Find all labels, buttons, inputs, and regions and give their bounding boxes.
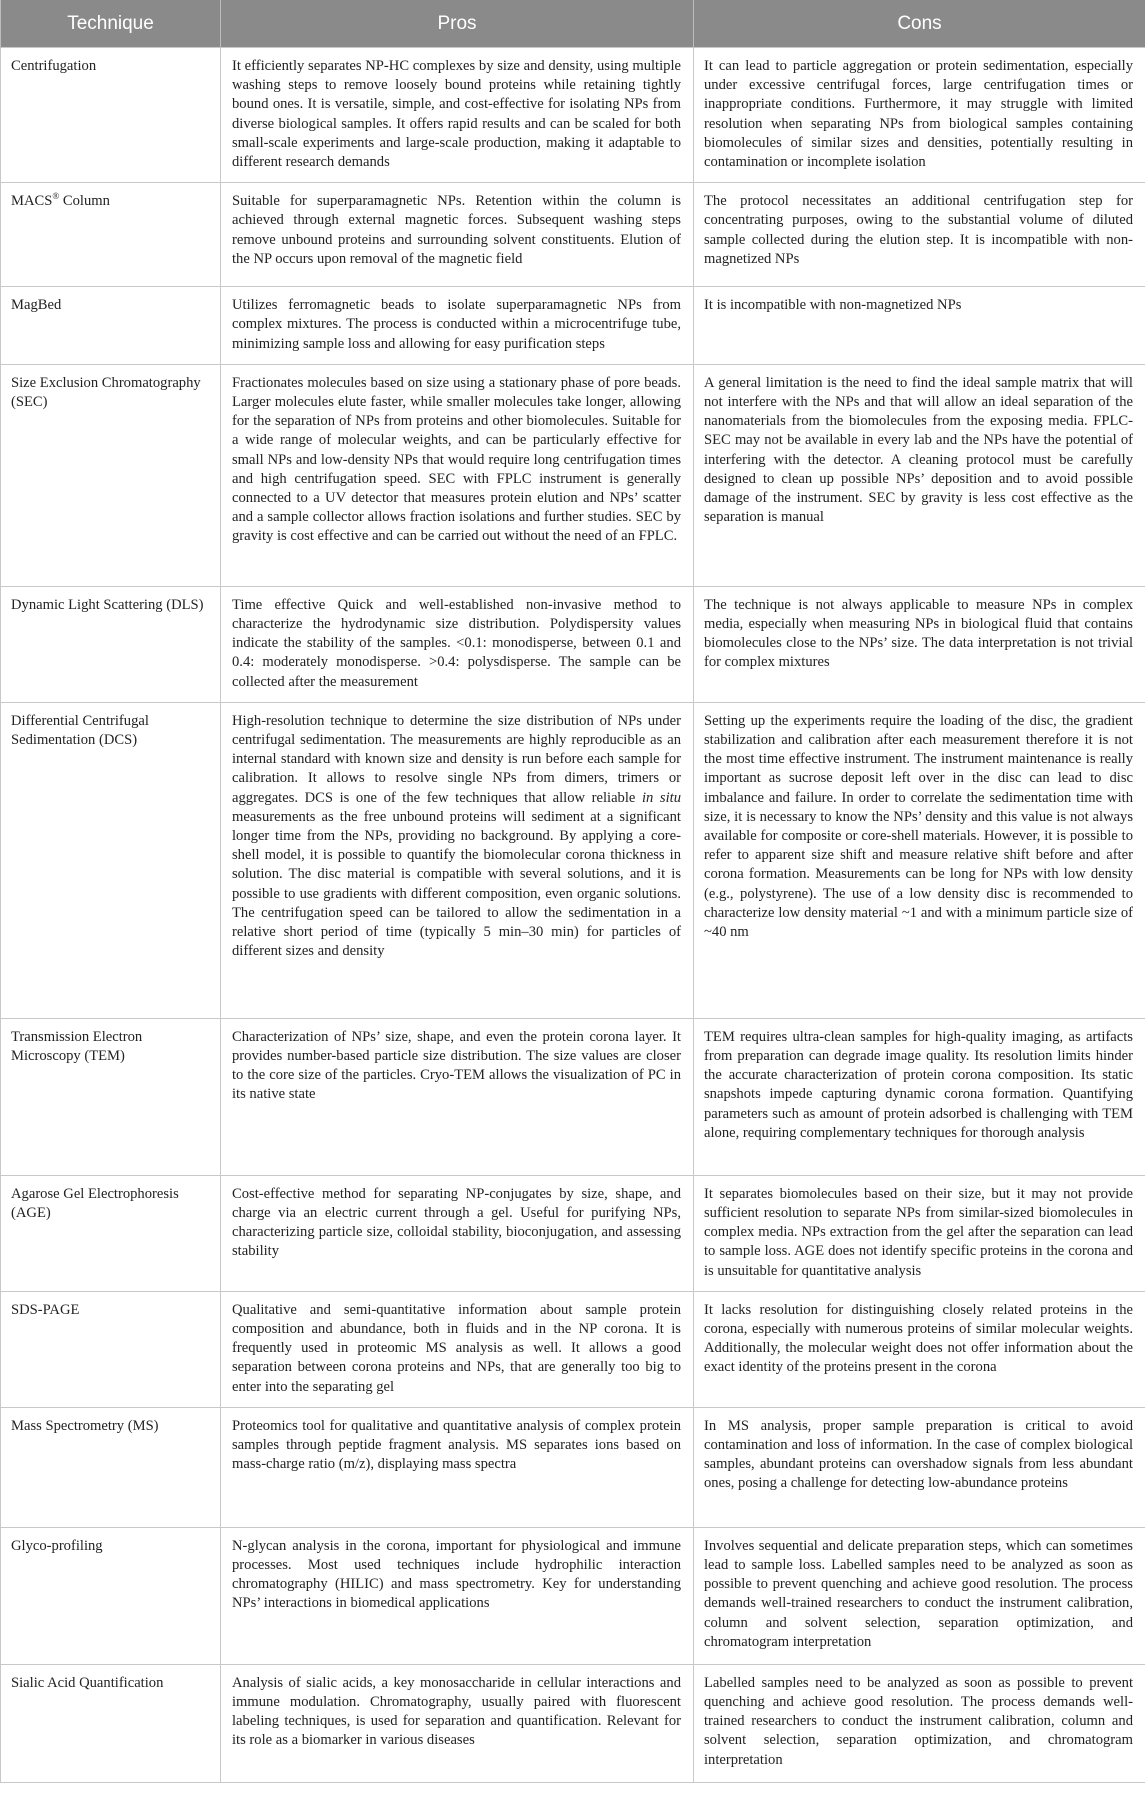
- pros-cell: N-glycan analysis in the corona, important for physiological and immune processes. Most used techniques include hydrophilic interaction chromatography (HILIC) and mass spectrometry. Key for understanding NPs’ interactions in biomedical applications: [221, 1527, 694, 1664]
- pros-cell: Suitable for superparamagnetic NPs. Retention within the column is achieved through external magnetic forces. Subsequent washing steps remove unbound proteins and surrounding solvent constituents. Elution of the NP occurs upon removal of the magnetic field: [221, 183, 694, 287]
- pros-cell: Utilizes ferromagnetic beads to isolate superparamagnetic NPs from complex mixtures. The process is conducted within a microcentrifuge tube, minimizing sample loss and allowing for easy purification steps: [221, 287, 694, 365]
- header-pros: Pros: [221, 0, 694, 48]
- cons-cell: It separates biomolecules based on their size, but it may not provide sufficient resolution to separate NPs from similar-sized biomolecules in complex media. NPs extraction from the gel after the separation can lead to sample loss. AGE does not identify specific proteins in the corona and is unsuitable for quantitative analysis: [694, 1175, 1145, 1291]
- pros-text-continued: measurements as the free unbound proteins will sediment at a significant longer time from the NPs, providing no background. By applying a core-shell model, it is possible to quantify the biomolecular corona thickness in solution. The disc material is compatible with several solutions, and it is possible to use gradients with different composition, even organic solutions. The centrifugation speed can be tailored to allow the sedimentation in a relative short period of time (typically 5 min–30 min) for particles of different sizes and density: [232, 808, 681, 960]
- cons-cell: Involves sequential and delicate preparation steps, which can sometimes lead to sample loss. Labelled samples need to be analyzed as soon as possible to prevent quenching and achieve good resolution. The process demands well-trained researchers to conduct the instrument calibration, column and solvent selection, separation optimization, and chromatogram interpretation: [694, 1527, 1145, 1664]
- table-row: [1, 364, 1145, 586]
- pros-cell: It efficiently separates NP-HC complexes by size and density, using multiple washing steps to remove loosely bound proteins while retaining tightly bound ones. It is versatile, simple, and cost-effective for isolating NPs from diverse biological samples. It offers rapid results and can be scaled for both small-scale experiments and large-scale production, making it adaptable to different research demands: [221, 48, 694, 183]
- pros-cell: Proteomics tool for qualitative and quantitative analysis of complex protein samples through peptide fragment analysis. MS separates ions based on mass-charge ratio (m/z), displaying mass spectra: [221, 1407, 694, 1527]
- header-row: [1, 0, 1145, 48]
- pros-cell: Qualitative and semi-quantitative information about sample protein composition and abundance, both in fluids and in the NP corona. It is frequently used in proteomic MS analysis as well. It allows a good separation between corona proteins and NPs, that are generally too big to enter into the separating gel: [221, 1291, 694, 1407]
- cons-cell: It can lead to particle aggregation or protein sedimentation, especially under excessive centrifugal forces, large centrifugation times or inappropriate conditions. Furthermore, it may struggle with limited resolution when separating NPs from biological samples containing biomolecules of similar sizes and densities, potentially resulting in contamination or incomplete isolation: [694, 48, 1145, 183]
- table-row: [1, 1291, 1145, 1407]
- technique-cell: Size Exclusion Chromatography (SEC): [1, 364, 221, 586]
- technique-name-suffix: Column: [59, 193, 110, 210]
- cons-cell: Setting up the experiments require the loading of the disc, the gradient stabilization and calibration after each measurement therefore it is not the most time effective instrument. The instrument maintenance is really important as sucrose deposit left over in the disc can lead to disc imbalance and failure. In order to correlate the sedimentation time with size, it is necessary to know the NPs’ density and this value is not always available for composite or core-shell materials. However, it is possible to refer to apparent size shift and measure relative shift before and after corona formation. Measurements can be long for NPs with low density (e.g., polystyrene). The use of a low density disc is recommended to characterize low density material ~1 and with a minimum particle size of ~40 nm: [694, 702, 1145, 1018]
- technique-name: MACS: [11, 193, 53, 210]
- technique-cell: Glyco-profiling: [1, 1527, 221, 1664]
- table-row: [1, 183, 1145, 287]
- technique-cell: Agarose Gel Electrophoresis (AGE): [1, 1175, 221, 1291]
- cons-cell: A general limitation is the need to find the ideal sample matrix that will not interfere with the NPs and that will allow an ideal separation of the nanomaterials from the biomolecules from the exposing media. FPLC-SEC may not be available in every lab and the NPs have the potential of interfering with the detector. A cleaning protocol must be carefully designed to clean up possible NPs’ deposition and to avoid possible damage of the instrument. SEC by gravity is less cost effective as the separation is manual: [694, 364, 1145, 586]
- header-technique: Technique: [1, 0, 221, 48]
- table-row: [1, 1018, 1145, 1175]
- pros-cell: Characterization of NPs’ size, shape, and even the protein corona layer. It provides number-based particle size distribution. The size values are closer to the core size of the particles. Cryo-TEM allows the visualization of PC in its native state: [221, 1018, 694, 1175]
- cons-cell: TEM requires ultra-clean samples for high-quality imaging, as artifacts from preparation can degrade image quality. Its resolution limits hinder the accurate characterization of protein corona composition. Its static snapshots impede capturing dynamic corona formation. Quantifying parameters such as amount of protein adsorbed is challenging with TEM alone, requiring complementary techniques for thorough analysis: [694, 1018, 1145, 1175]
- pros-italic-text: in situ: [641, 789, 681, 806]
- pros-cell: Analysis of sialic acids, a key monosaccharide in cellular interactions and immune modulation. Chromatography, usually paired with fluorescent labeling techniques, is used for separation and quantification. Relevant for its role as a biomarker in various diseases: [221, 1664, 694, 1782]
- table-row: [1, 1664, 1145, 1782]
- cons-cell: The technique is not always applicable to measure NPs in complex media, especially when measuring NPs in biological fluid that contains biomolecules close to the NPs’ size. The data interpretation is not trivial for complex mixtures: [694, 586, 1145, 702]
- cons-cell: It is incompatible with non-magnetized NPs: [694, 287, 1145, 365]
- technique-cell: Transmission Electron Microscopy (TEM): [1, 1018, 221, 1175]
- technique-cell: Dynamic Light Scattering (DLS): [1, 586, 221, 702]
- pros-cell: Cost-effective method for separating NP-conjugates by size, shape, and charge via an electric current through a gel. Useful for purifying NPs, characterizing particle size, colloidal stability, bioconjugation, and assessing stability: [221, 1175, 694, 1291]
- table-row: [1, 586, 1145, 702]
- table-row: [1, 287, 1145, 365]
- pros-cell: Fractionates molecules based on size using a stationary phase of pore beads. Larger molecules elute faster, while smaller molecules take longer, allowing for the separation of NPs from proteins and other biomolecules. Suitable for a wide range of molecular weights, and can be particularly effective for small NPs and low-density NPs that would require long centrifugation times and high centrifugation speed. SEC with FPLC instrument is generally connected to a UV detector that measures protein elution and NPs’ scatter and a sample collector allows fraction isolations and further studies. SEC by gravity is cost effective and can be carried out without the need of an FPLC.: [221, 364, 694, 586]
- pros-cell: Time effective Quick and well-established non-invasive method to characterize the hydrodynamic size distribution. Polydispersity values indicate the stability of the samples. <0.1: monodisperse, between 0.1 and 0.4: moderately monodisperse. >0.4: polysdisperse. The sample can be collected after the measurement: [221, 586, 694, 702]
- header-cons: Cons: [694, 0, 1145, 48]
- technique-cell: MagBed: [1, 287, 221, 365]
- technique-cell: Differential Centrifugal Sedimentation (DCS): [1, 702, 221, 1018]
- technique-cell: Sialic Acid Quantification: [1, 1664, 221, 1782]
- technique-cell: [1, 183, 221, 287]
- table-row: [1, 48, 1145, 183]
- pros-text: High-resolution technique to determine the size distribution of NPs under centrifugal sedimentation. The measurements are highly reproducible as an internal standard with known size and density is run before each sample for calibration. It allows to resolve single NPs from dimers, trimers or aggregates. DCS is one of the few techniques that allow reliable: [232, 712, 681, 806]
- table-row: [1, 702, 1145, 1018]
- cons-cell: Labelled samples need to be analyzed as soon as possible to prevent quenching and achieve good resolution. The process demands well-trained researchers to conduct the instrument calibration, column and solvent selection, separation optimization, and chromatogram interpretation: [694, 1664, 1145, 1782]
- registered-mark: ®: [52, 191, 60, 202]
- table-row: [1, 1407, 1145, 1527]
- cons-cell: It lacks resolution for distinguishing closely related proteins in the corona, especially with numerous proteins of similar molecular weights. Additionally, the molecular weight does not offer information about the exact identity of the proteins present in the corona: [694, 1291, 1145, 1407]
- cons-cell: In MS analysis, proper sample preparation is critical to avoid contamination and loss of information. In the case of complex biological samples, abundant proteins can overshadow signals from less abundant ones, posing a challenge for detecting low-abundance proteins: [694, 1407, 1145, 1527]
- technique-cell: Mass Spectrometry (MS): [1, 1407, 221, 1527]
- table-row: [1, 1527, 1145, 1664]
- pros-cell: [221, 702, 694, 1018]
- technique-cell: SDS-PAGE: [1, 1291, 221, 1407]
- technique-cell: Centrifugation: [1, 48, 221, 183]
- table-row: [1, 1175, 1145, 1291]
- cons-cell: The protocol necessitates an additional centrifugation step for concentrating purposes, owing to the substantial volume of diluted sample collected during the elution step. It is incompatible with non-magnetized NPs: [694, 183, 1145, 287]
